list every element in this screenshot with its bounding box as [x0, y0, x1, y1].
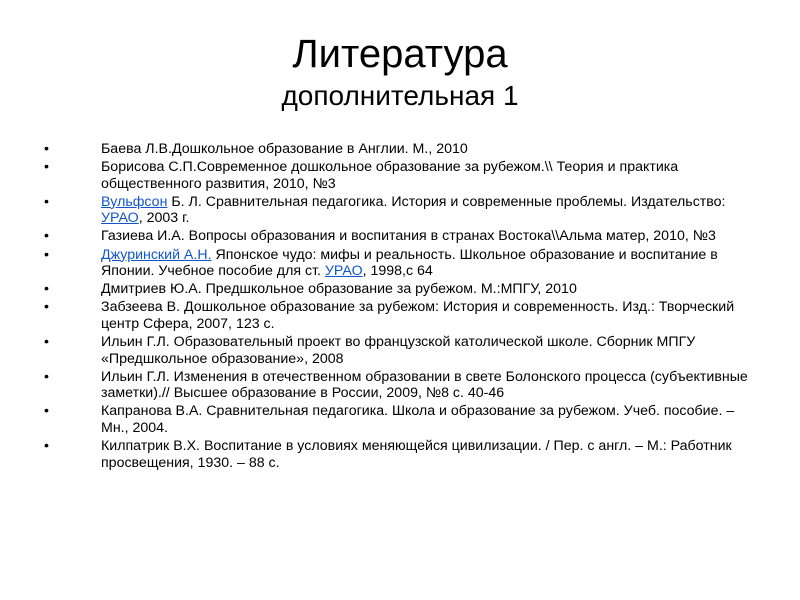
title-block [0, 30, 800, 114]
bullet-icon: • [44, 141, 49, 157]
bullet-icon: • [44, 246, 49, 263]
reference-item [38, 281, 760, 298]
bullet-icon: • [44, 228, 49, 245]
slide-subtitle: дополнительная 1 [281, 80, 519, 111]
reference-item [38, 438, 760, 471]
bullet-icon: • [44, 193, 49, 210]
reference-text: Килпатрик В.Х. Воспитание в условиях меняющейся цивилизации. / Пер. с англ. – М.: Работник просвещения, 1930. – 88 с. [101, 438, 732, 471]
reference-link[interactable]: УРАО [101, 210, 139, 227]
reference-text: Ильин Г.Л. Изменения в отечественном образовании в свете Болонского процесса (субъективные заметки).// Высшее образование в России, 2009, №8 с. 40-46 [101, 368, 748, 402]
reference-item [38, 194, 760, 227]
reference-link[interactable]: Джуринский А.Н. [101, 246, 212, 263]
reference-item [38, 141, 760, 158]
bullet-icon: • [44, 159, 49, 176]
reference-text: Ильин Г.Л. Образовательный проект во французской католической школе. Сборник МПГУ «Предшкольное образование», 2008 [101, 334, 696, 367]
reference-item [38, 159, 760, 192]
reference-text: Газиева И.А. Вопросы образования и воспитания в странах Востока\\Альма матер, 2010, №3 [101, 228, 716, 245]
bullet-icon: • [44, 403, 49, 420]
reference-text: Б. Л. Сравнительная педагогика. История и современные проблемы. Издательство: [167, 193, 726, 210]
reference-item [38, 247, 760, 280]
reference-item [38, 334, 760, 367]
reference-item [38, 228, 760, 245]
reference-text: Японское чудо: мифы и реальность. Школьное образование и воспитание в Японии. Учебное пособие для ст. [101, 246, 718, 280]
reference-link[interactable]: УРАО [324, 263, 363, 280]
reference-item [38, 299, 760, 332]
reference-text: , 1998,с 64 [362, 263, 433, 280]
bullet-icon: • [44, 438, 49, 455]
reference-text: Капранова В.А. Сравнительная педагогика. Школа и образование за рубежом. Учеб. пособие. – Мн., 2004. [101, 403, 735, 436]
reference-list [38, 141, 760, 473]
reference-item [38, 403, 760, 436]
bullet-icon: • [44, 368, 49, 385]
reference-text: Дмитриев Ю.А. Предшкольное образование за рубежом. М.:МПГУ, 2010 [101, 281, 577, 298]
slide-title: Литература [292, 32, 508, 76]
bullet-icon: • [44, 334, 49, 351]
reference-item [38, 369, 760, 402]
bullet-icon: • [44, 299, 49, 316]
reference-text: Борисова С.П.Современное дошкольное образование за рубежом.\\ Теория и практика общественного развития, 2010, №3 [101, 159, 679, 192]
reference-text: Баева Л.В.Дошкольное образование в Англии. М., 2010 [101, 141, 468, 157]
reference-link[interactable]: Вульфсон [101, 193, 168, 210]
bullet-icon: • [44, 281, 49, 298]
reference-text: Забзеева В. Дошкольное образование за рубежом: История и современность. Изд.: Творческий центр Сфера, 2007, 123 с. [101, 299, 735, 332]
reference-text: , 2003 г. [138, 210, 190, 227]
